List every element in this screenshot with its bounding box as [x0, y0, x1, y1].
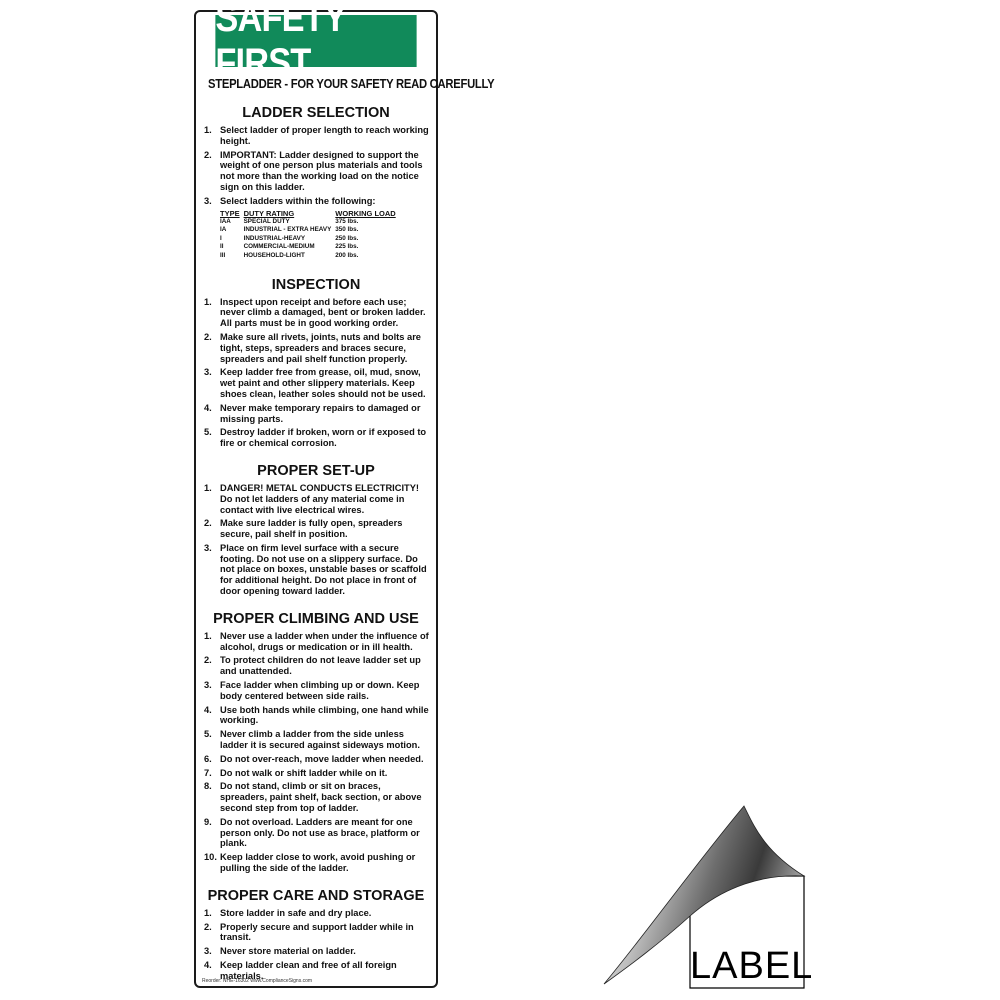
- table-row: I INDUSTRIAL-HEAVY 250 lbs.: [220, 234, 359, 242]
- section-inspection: [196, 277, 436, 449]
- table-row: II COMMERCIAL-MEDIUM 225 lbs.: [220, 243, 359, 251]
- duty-rating-table: [220, 209, 400, 261]
- list-item: 4. Use both hands while climbing, one hand while working.: [204, 704, 429, 726]
- section-climbing-and-use: [196, 611, 436, 874]
- item-list: [196, 297, 436, 449]
- list-item: 1. DANGER! METAL CONDUCTS ELECTRICITY! Do not let ladders of any material come in contact with live electrical wires.: [204, 482, 420, 515]
- list-item: 6. Do not over-reach, move ladder when needed.: [204, 753, 424, 764]
- list-item: 2. Make sure all rivets, joints, nuts and bolts are tight, steps, spreaders and braces secure, spreaders and pail shelf function properly.: [204, 331, 421, 364]
- list-item: 1. Inspect upon receipt and before each use; never climb a damaged, bent or broken ladder. All parts must be in good working order.: [204, 296, 426, 329]
- list-item: 1. Store ladder in safe and dry place.: [204, 907, 372, 918]
- list-item: 9. Do not overload. Ladders are meant for one person only. Do not use as brace, platform or plank.: [204, 816, 420, 849]
- label-caption: LABEL: [690, 945, 814, 987]
- list-item: 1. Never use a ladder when under the influence of alcohol, drugs or medication or in ill health.: [204, 630, 429, 652]
- section-title: PROPER SET-UP: [257, 462, 375, 479]
- list-item: 4. Never make temporary repairs to damaged or missing parts.: [204, 402, 421, 424]
- item-list: [196, 631, 436, 874]
- list-item: 3. Never store material on ladder.: [204, 946, 356, 957]
- section-ladder-selection: [196, 105, 436, 261]
- section-care-and-storage: [196, 888, 436, 982]
- reorder-footer: Reorder: NHE-16302 www.ComplianceSigns.com: [202, 978, 313, 984]
- column-header: DUTY RATING: [243, 208, 295, 218]
- list-item: 8. Do not stand, climb or sit on braces, spreaders, paint shelf, back section, or above second step from top of ladder.: [204, 781, 422, 814]
- column-header: TYPE: [220, 208, 240, 218]
- list-item: 5. Destroy ladder if broken, worn or if exposed to fire or chemical corrosion.: [204, 427, 427, 449]
- list-item: 3. Select ladders within the following:: [204, 195, 376, 206]
- column-header: WORKING LOAD: [335, 208, 396, 218]
- section-title: LADDER SELECTION: [242, 105, 390, 121]
- list-item: 1. Select ladder of proper length to reach working height.: [204, 125, 429, 146]
- section-title: INSPECTION: [271, 276, 361, 293]
- list-item: 10. Keep ladder close to work, avoid pushing or pulling the side of the ladder.: [204, 852, 416, 874]
- list-item: 2. Properly secure and support ladder while in transit.: [204, 921, 414, 943]
- table-header-row: [220, 209, 400, 218]
- list-item: 2. Make sure ladder is fully open, spreaders secure, pail shelf in position.: [204, 518, 403, 540]
- list-item: 3. Place on firm level surface with a secure footing. Do not use on a slippery surface. Do not place on boxes, unstable bases or scaffold for additional height. Do not place in front of door opening toward ladder.: [204, 542, 427, 597]
- sign-subtitle: STEPLADDER - FOR YOUR SAFETY READ CAREFULLY: [208, 77, 495, 91]
- item-list: [196, 483, 436, 597]
- table-row: III HOUSEHOLD-LIGHT 200 lbs.: [220, 251, 359, 259]
- list-item: 4. Keep ladder clean and free of all foreign materials.: [204, 960, 397, 981]
- list-item: 7. Do not walk or shift ladder while on it.: [204, 767, 388, 778]
- section-proper-setup: [196, 463, 436, 597]
- section-title: PROPER CARE AND STORAGE: [207, 887, 425, 904]
- section-title: PROPER CLIMBING AND USE: [213, 610, 419, 627]
- list-item: 3. Face ladder when climbing up or down. Keep body centered between side rails.: [204, 680, 420, 701]
- list-item: 2. IMPORTANT: Ladder designed to support the weight of one person plus materials and tools not more than the working load on the notice sign on this ladder.: [204, 149, 423, 192]
- table-row: IA INDUSTRIAL - EXTRA HEAVY 350 lbs.: [220, 226, 359, 234]
- item-list: [196, 125, 436, 207]
- sign-header: SAFETY FIRST: [215, 15, 416, 67]
- item-list: [196, 908, 436, 982]
- list-item: 2. To protect children do not leave ladder set up and unattended.: [204, 655, 421, 677]
- list-item: 5. Never climb a ladder from the side unless ladder it is secured against sideways motion.: [204, 729, 420, 751]
- list-item: 3. Keep ladder free from grease, oil, mud, snow, wet paint and other slippery materials. Keep shoes clean, leather soles should not be used.: [204, 367, 426, 399]
- table-row: IAA SPECIAL DUTY 375 lbs.: [220, 217, 359, 225]
- safety-sign: [194, 0, 495, 988]
